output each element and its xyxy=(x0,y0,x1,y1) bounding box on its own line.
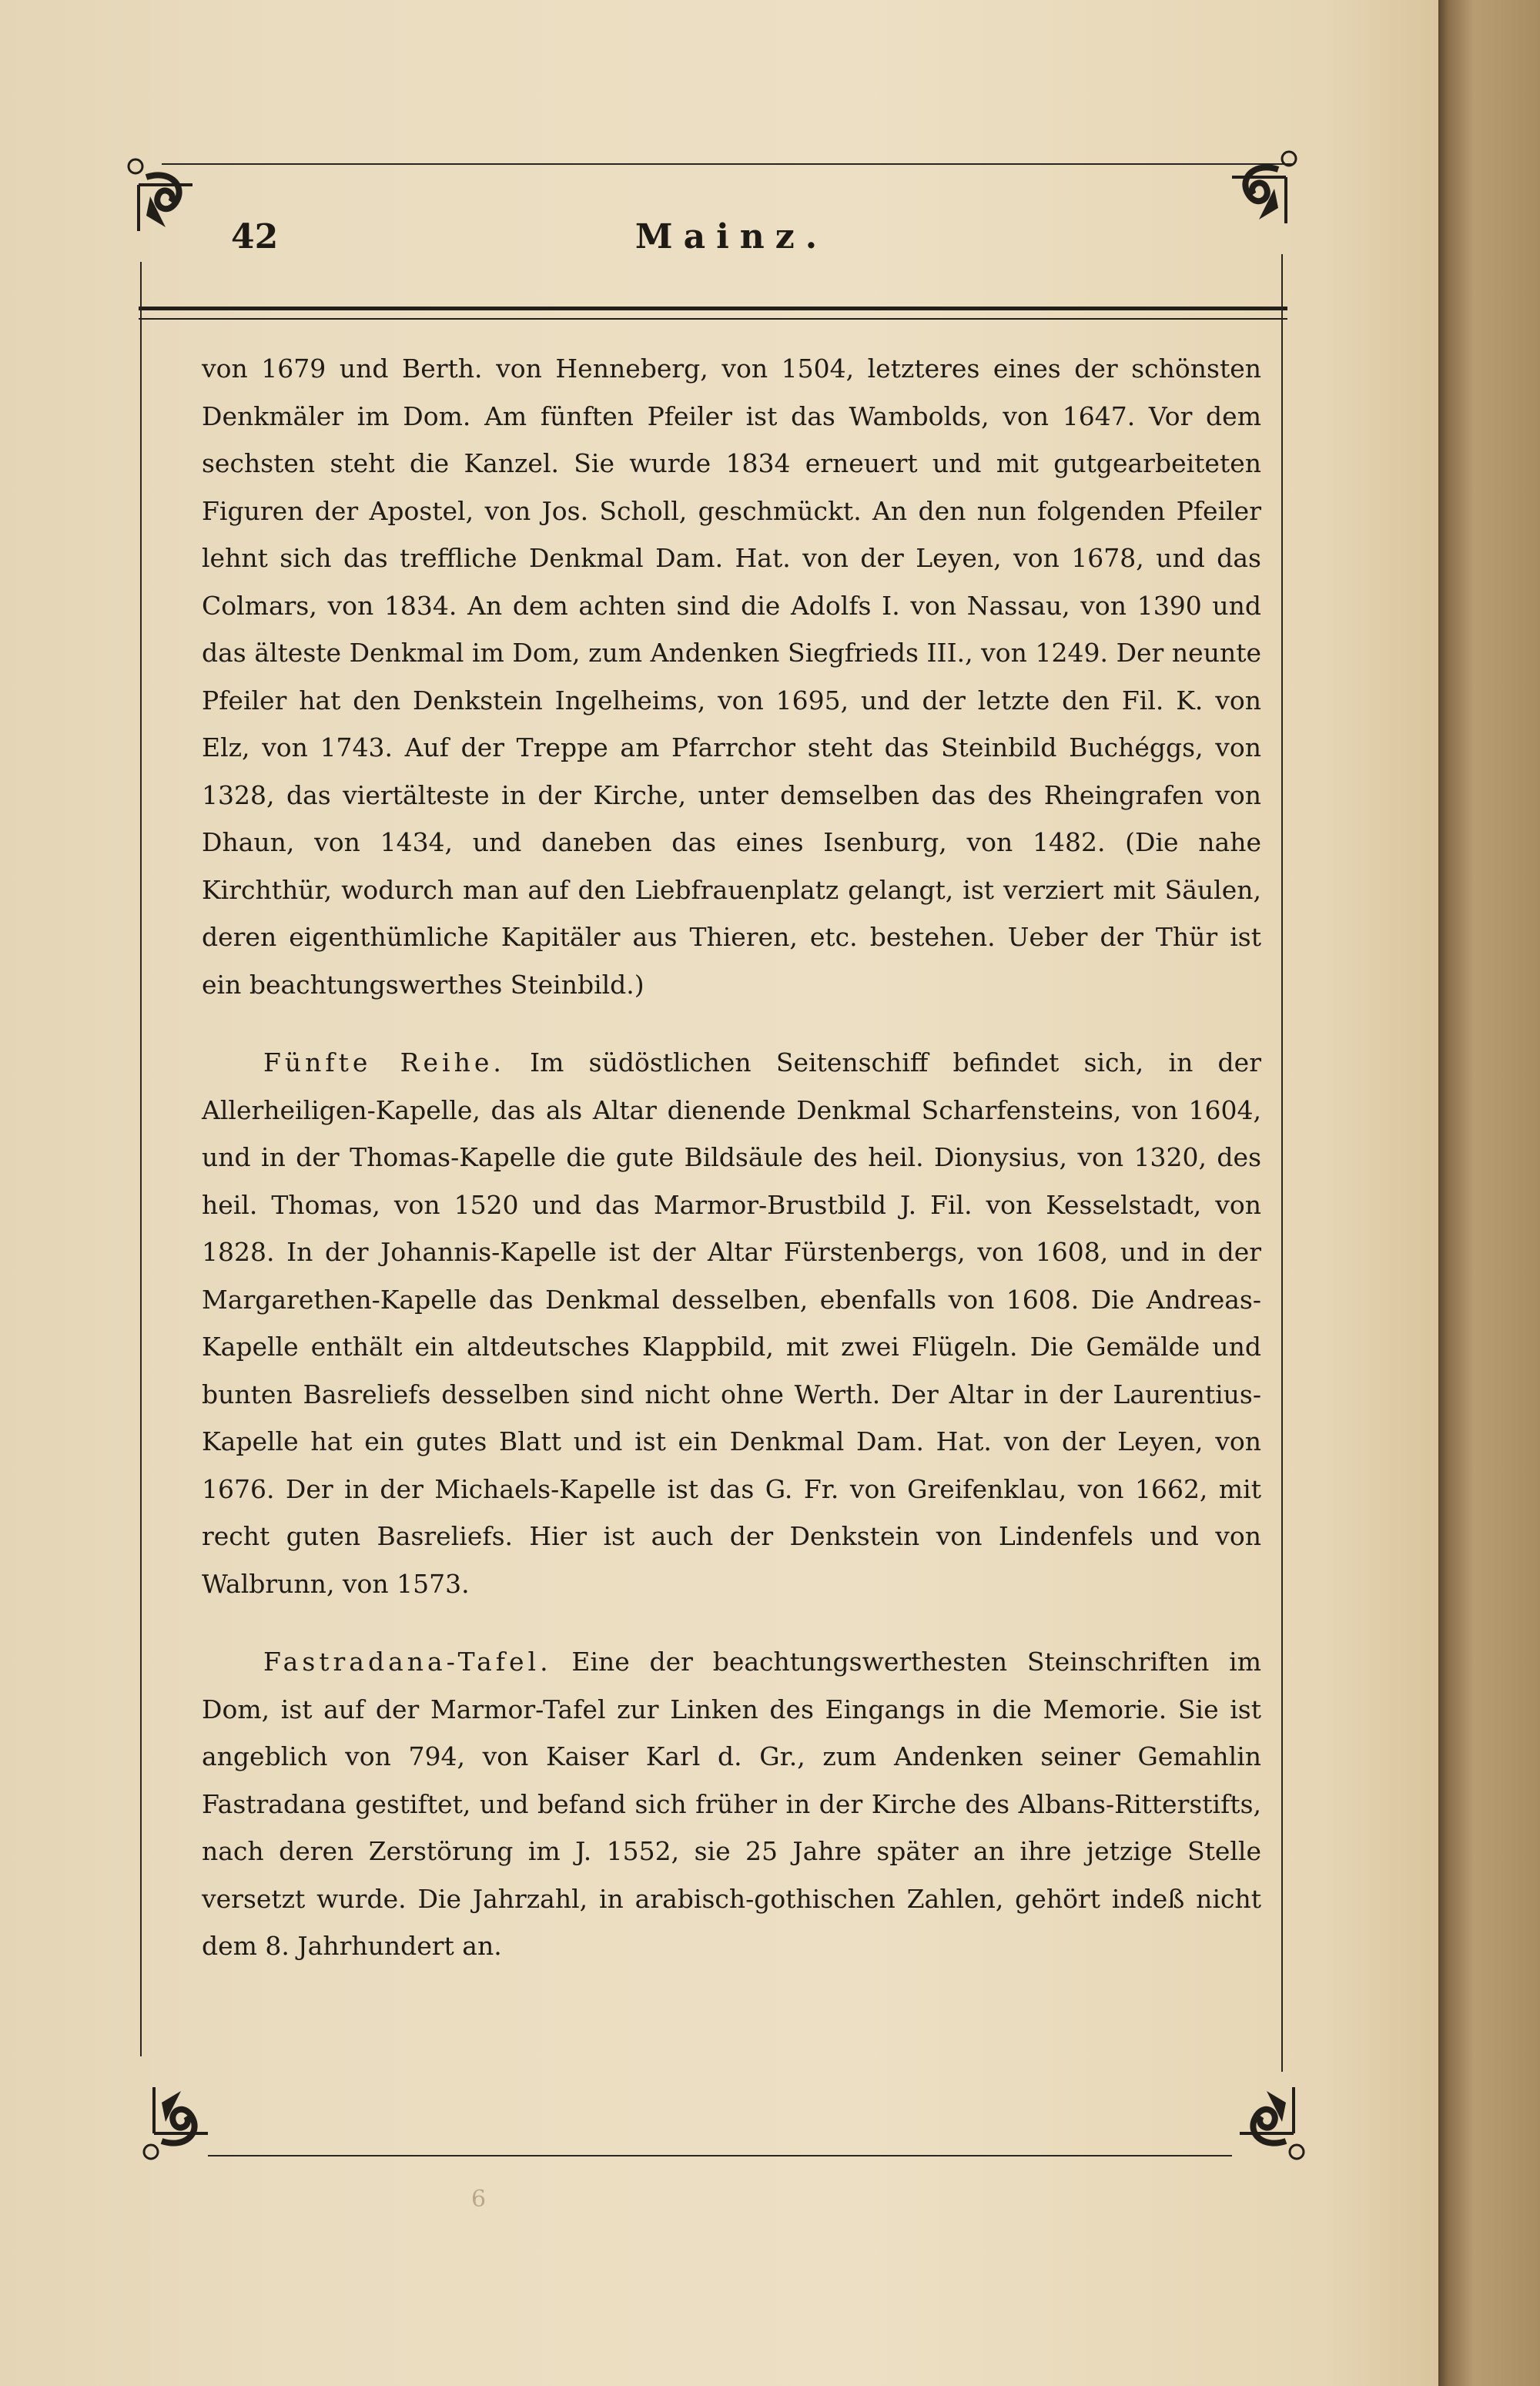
frame-bottom-line xyxy=(208,2155,1232,2156)
section-heading-fuenfte-reihe: Fünfte Reihe. xyxy=(263,1047,505,1077)
running-title: Mainz. xyxy=(634,217,829,256)
paragraph-3 xyxy=(202,1638,1261,1970)
corner-ornament-bottom-left-icon xyxy=(139,2079,223,2164)
corner-ornament-bottom-right-icon xyxy=(1224,2079,1309,2164)
paragraph-text: Im südöstlichen Seitenschiff befindet sich, in der Allerheiligen-Kapelle, das als Altar dienende Denkmal Scharfensteins, von 1604, und in der Thomas-Kapelle die gute Bildsäule des heil. Dionysius, von 1320, des heil. Thomas, von 1520 und das Marmor-Brustbild J. Fil. von Kesselstadt, von 1828. In der Johannis-Kapelle ist der Altar Fürstenbergs, von 1608, und in der Margarethen-Kapelle das Denkmal desselben, ebenfalls von 1608. Die Andreas-Kapelle enthält ein altdeutsches Klappbild, mit zwei Flügeln. Die Gemälde und bunten Basreliefs desselben sind nicht ohne Werth. Der Altar in der Laurentius-Kapelle hat ein gutes Blatt und ist ein Denkmal Dam. Hat. von der Leyen, von 1676. Der in der Michaels-Kapelle ist das G. Fr. von Greifenklau, von 1662, mit recht guten Basreliefs. Hier ist auch der Denkstein von Lindenfels und von Walbrunn, von 1573. xyxy=(202,1047,1261,1599)
paragraph-2 xyxy=(202,1039,1261,1607)
corner-ornament-top-left-icon xyxy=(123,154,208,239)
page-header xyxy=(231,217,1232,279)
page-edge-shadow xyxy=(1438,0,1540,2386)
frame-top-line xyxy=(162,163,1294,168)
frame-left-line xyxy=(140,262,142,2056)
paragraph-text: Eine der beachtungswerthesten Steinschriften im Dom, ist auf der Marmor-Tafel zur Linken des Eingangs in die Memorie. Sie ist angeblich von 794, von Kaiser Karl d. Gr., zum Andenken seiner Gemahlin Fastradana gestiftet, und befand sich früher in der Kirche des Albans-Ritterstifts, nach deren Zerstörung im J. 1552, sie 25 Jahre später an ihre jetzige Stelle versetzt wurde. Die Jahrzahl, in arabisch-gothischen Zahlen, gehört indeß nicht dem 8. Jahrhundert an. xyxy=(202,1647,1261,1961)
section-heading-fastradana-tafel: Fastradana-Tafel. xyxy=(263,1647,552,1677)
paragraph-text: von 1679 und Berth. von Henneberg, von 1504, letzteres eines der schönsten Denkmäler im Dom. Am fünften Pfeiler ist das Wambolds, von 1647. Vor dem sechsten steht die Kanzel. Sie wurde 1834 erneuert und mit gutgearbeiteten Figuren der Apostel, von Jos. Scholl, geschmückt. An den nun folgenden Pfeiler lehnt sich das treffliche Denkmal Dam. Hat. von der Leyen, von 1678, und das Colmars, von 1834. An dem achten sind die Adolfs I. von Nassau, von 1390 und das älteste Denkmal im Dom, zum Andenken Siegfrieds III., von 1249. Der neunte Pfeiler hat den Denkstein Ingelheims, von 1695, und der letzte den Fil. K. von Elz, von 1743. Auf der Treppe am Pfarrchor steht das Steinbild Buchéggs, von 1328, das viertälteste in der Kirche, unter demselben das des Rheingrafen von Dhaun, von 1434, und daneben das eines Isenburg, von 1482. (Die nahe Kirchthür, wodurch man auf den Liebfrauenplatz gelangt, ist verziert mit Säulen, deren eigenthümliche Kapitäler aus Thieren, etc. bestehen. Ueber der Thür ist ein beachtungswerthes Steinbild.) xyxy=(202,354,1261,1000)
faint-folio-mark: 6 xyxy=(471,2186,487,2213)
frame-right-line xyxy=(1281,254,1283,2072)
paragraph-1 xyxy=(202,345,1261,1008)
page-body xyxy=(202,345,1261,2001)
frame-header-rule xyxy=(139,307,1287,320)
page-number: 42 xyxy=(231,217,279,256)
